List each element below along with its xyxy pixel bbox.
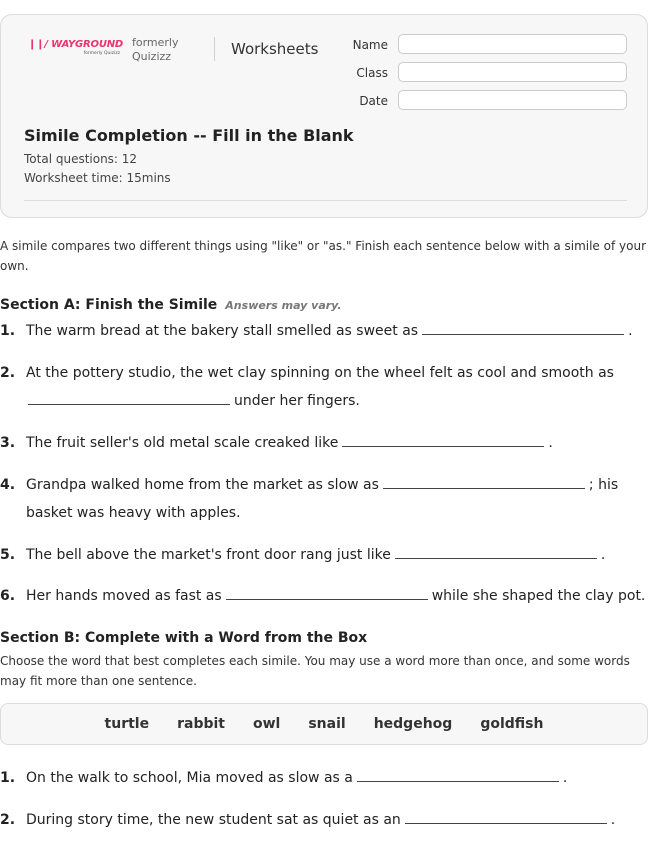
word-bank bbox=[0, 703, 648, 745]
answer-blank[interactable] bbox=[395, 546, 597, 559]
formerly-label: formerly Quizizz bbox=[132, 36, 179, 63]
answer-blank[interactable] bbox=[405, 811, 607, 824]
answer-blank[interactable] bbox=[342, 434, 544, 447]
header-divider bbox=[214, 37, 215, 61]
question-a6: 6. Her hands moved as fast as while she shaped the clay pot. bbox=[0, 588, 646, 604]
question-a3: 3. The fruit seller's old metal scale creaked like . bbox=[0, 435, 553, 451]
worksheet-header bbox=[0, 14, 648, 218]
question-a1: 1. The warm bread at the bakery stall smelled as sweet as . bbox=[0, 323, 633, 339]
worksheet-time: Worksheet time: 15mins bbox=[24, 171, 171, 185]
total-questions: Total questions: 12 bbox=[24, 152, 138, 166]
answer-blank[interactable] bbox=[357, 769, 559, 782]
question-a2: 2. At the pottery studio, the wet clay spinning on the wheel felt as cool and smooth as under her fingers. bbox=[0, 365, 614, 409]
logo-text: WAYGROUND bbox=[51, 39, 124, 50]
section-a-title: Section A: Finish the Simile Answers may vary. bbox=[0, 297, 342, 313]
question-b2: 2. During story time, the new student sat as quiet as an . bbox=[0, 812, 616, 828]
answer-blank[interactable] bbox=[422, 322, 624, 335]
name-field[interactable] bbox=[398, 34, 627, 54]
answer-blank[interactable] bbox=[383, 476, 585, 489]
header-rule bbox=[24, 200, 627, 201]
wayground-logo bbox=[28, 39, 124, 56]
section-b-description: Choose the word that best completes each simile. You may use a word more than once, and some words may fit more than one sentence. bbox=[0, 654, 630, 688]
worksheet-title: Simile Completion -- Fill in the Blank bbox=[24, 126, 354, 145]
answers-note: Answers may vary. bbox=[225, 299, 342, 312]
answer-blank[interactable] bbox=[28, 392, 230, 405]
question-a5: 5. The bell above the market's front door rang just like . bbox=[0, 547, 606, 563]
worksheets-label: Worksheets bbox=[231, 40, 319, 58]
word-bank-item: rabbit bbox=[177, 716, 225, 732]
date-field[interactable] bbox=[398, 90, 627, 110]
date-label: Date bbox=[359, 94, 388, 108]
word-bank-item: owl bbox=[252, 716, 281, 732]
class-label: Class bbox=[356, 66, 388, 80]
name-label: Name bbox=[352, 38, 388, 52]
word-bank-item: snail bbox=[308, 716, 346, 732]
class-field[interactable] bbox=[398, 62, 627, 82]
word-bank-item: goldfish bbox=[480, 716, 544, 732]
question-b1: 1. On the walk to school, Mia moved as slow as a . bbox=[0, 770, 568, 786]
intro-text: A simile compares two different things using "like" or "as." Finish each sentence below with a simile of your own. bbox=[0, 239, 646, 273]
word-bank-item: turtle bbox=[104, 716, 150, 732]
question-a4: 4. Grandpa walked home from the market as slow as ; his basket was heavy with apples. bbox=[0, 477, 619, 521]
logo-subtext: formerly Quizizz bbox=[83, 51, 120, 56]
section-b-title: Section B: Complete with a Word from the Box bbox=[0, 630, 368, 646]
logo-mark-icon: ❙❙/ bbox=[28, 39, 48, 50]
word-bank-item: hedgehog bbox=[373, 716, 453, 732]
answer-blank[interactable] bbox=[226, 587, 428, 600]
